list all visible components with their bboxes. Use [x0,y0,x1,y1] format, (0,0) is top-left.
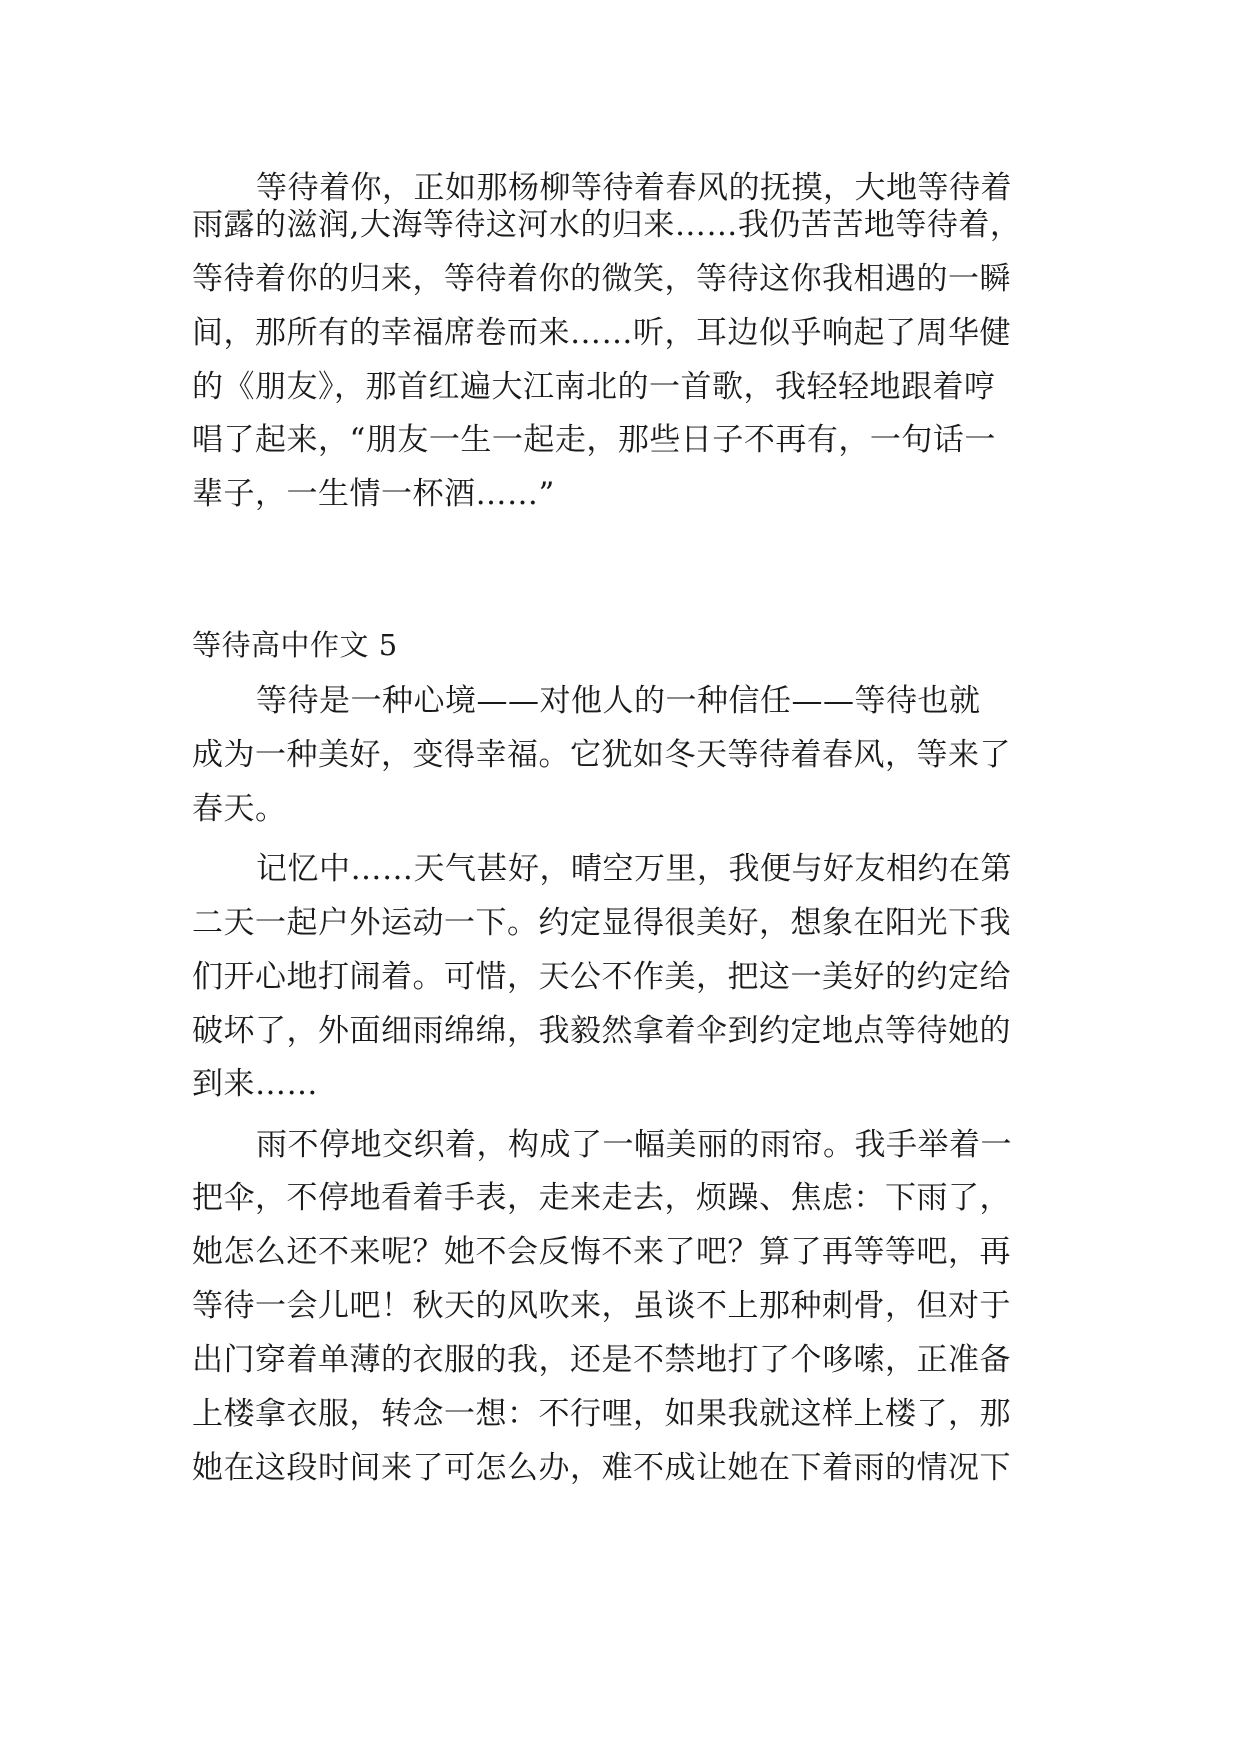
paragraph-line: 等待一会儿吧！秋天的风吹来，虽谈不上那种刺骨，但对于 [192,1288,1011,1324]
section-title: 等待高中作文 5 [192,628,398,662]
paragraph-line: 们开心地打闹着。可惜，天公不作美，把这一美好的约定给 [192,959,1011,995]
paragraph-line: 春天。 [192,791,287,827]
paragraph-line: 雨露的滋润,大海等待这河水的归来……我仍苦苦地等待着， [192,207,1022,243]
paragraph-line: 她怎么还不来呢？她不会反悔不来了吧？算了再等等吧，再 [192,1234,1011,1270]
paragraph-line: 记忆中……天气甚好，晴空万里，我便与好友相约在第 [256,851,1012,887]
paragraph-line: 唱了起来，“朋友一生一起走，那些日子不再有，一句话一 [192,422,996,458]
paragraph-line: 的《朋友》，那首红遍大江南北的一首歌，我轻轻地跟着哼 [192,369,996,405]
paragraph-line: 等待着你的归来，等待着你的微笑，等待这你我相遇的一瞬 [192,261,1011,297]
paragraph-line: 间，那所有的幸福席卷而来……听，耳边似乎响起了周华健 [192,315,1011,351]
paragraph-line: 她在这段时间来了可怎么办，难不成让她在下着雨的情况下 [192,1450,1011,1486]
paragraph-line: 到来…… [192,1066,318,1102]
paragraph-line: 二天一起户外运动一下。约定显得很美好，想象在阳光下我 [192,905,1011,941]
paragraph-line: 辈子，一生情一杯酒……” [192,476,555,512]
paragraph-line: 上楼拿衣服，转念一想：不行哩，如果我就这样上楼了，那 [192,1396,1011,1432]
paragraph-line: 等待是一种心境——对他人的一种信任——等待也就 [256,683,981,719]
paragraph-line: 等待着你，正如那杨柳等待着春风的抚摸，大地等待着 [256,170,1012,206]
paragraph-line: 成为一种美好，变得幸福。它犹如冬天等待着春风，等来了 [192,737,1011,773]
paragraph-line: 破坏了，外面细雨绵绵，我毅然拿着伞到约定地点等待她的 [192,1013,1011,1049]
paragraph-line: 出门穿着单薄的衣服的我，还是不禁地打了个哆嗦，正准备 [192,1342,1011,1378]
paragraph-line: 把伞，不停地看着手表，走来走去，烦躁、焦虑：下雨了， [192,1180,1011,1216]
paragraph-line: 雨不停地交织着，构成了一幅美丽的雨帘。我手举着一 [256,1127,1012,1163]
